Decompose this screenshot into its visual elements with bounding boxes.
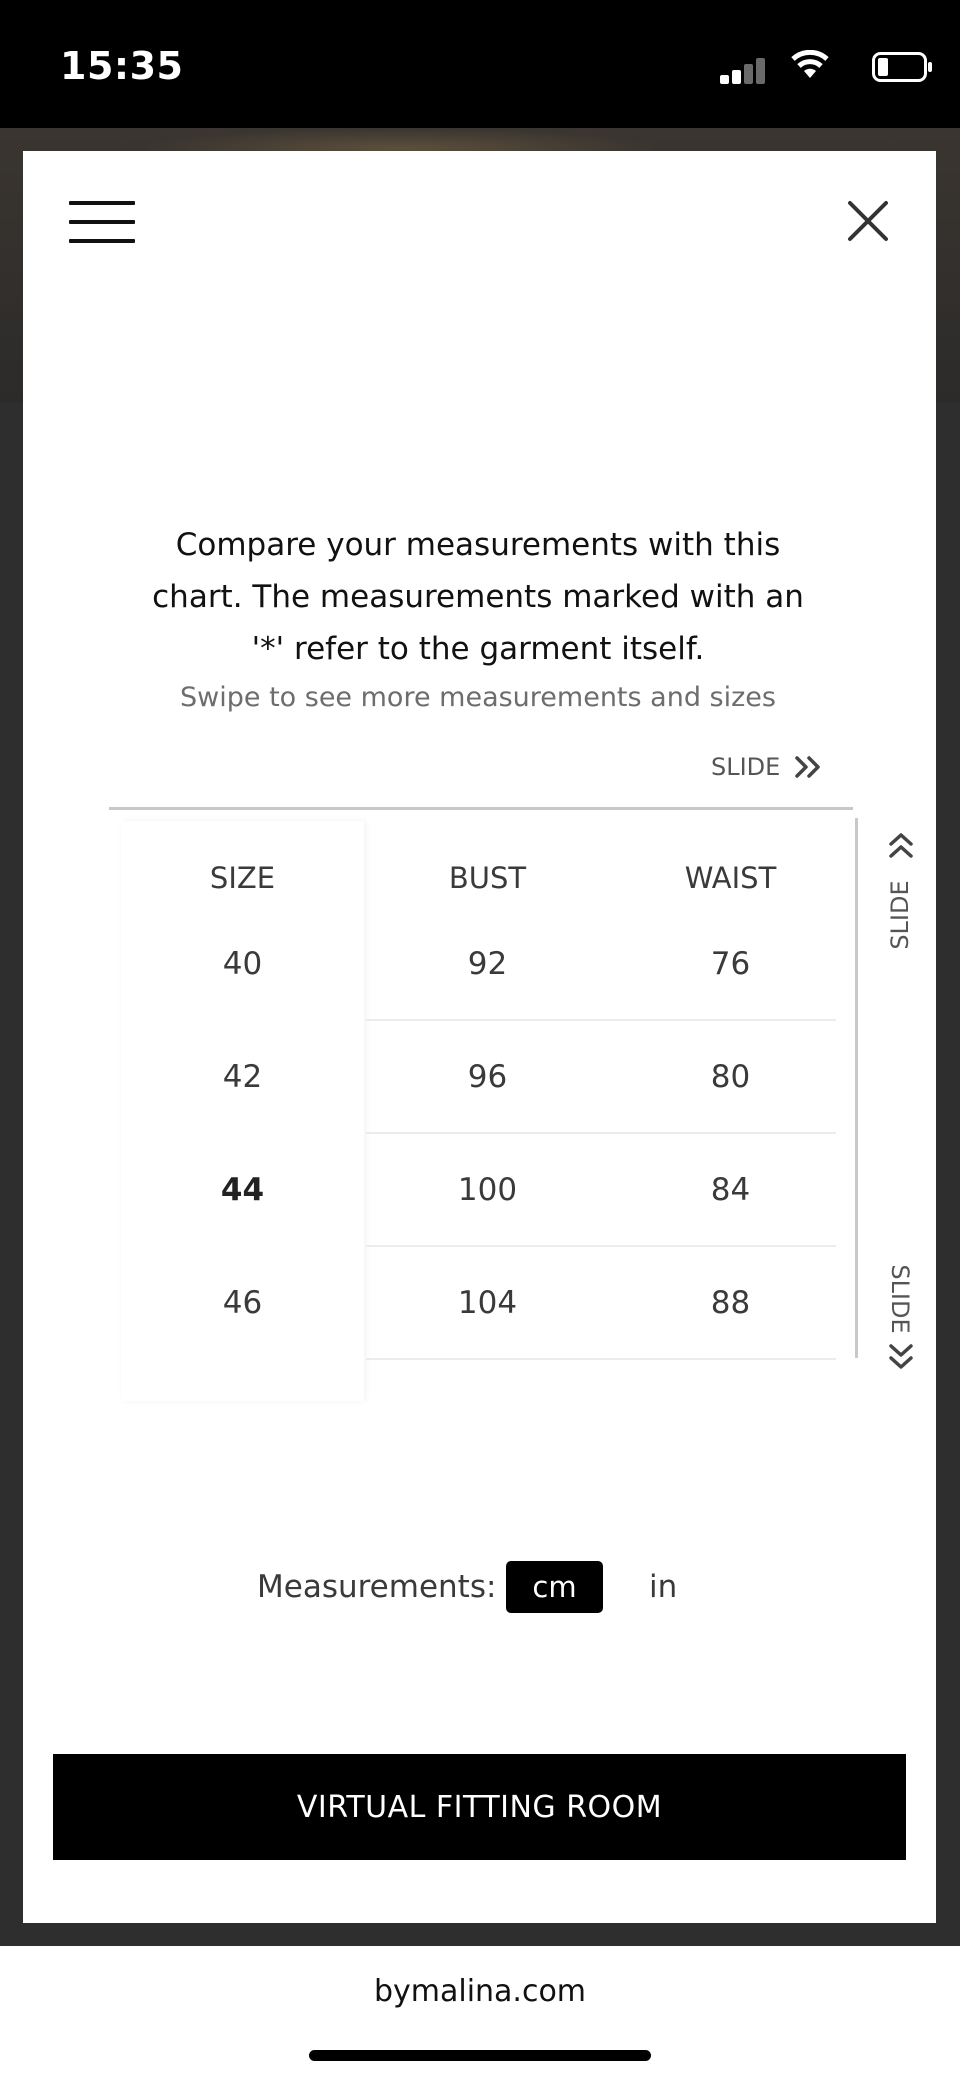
unit-in-button[interactable]: in: [649, 1569, 678, 1605]
table-cell-bust: 100: [457, 1172, 518, 1208]
column-header-size: SIZE: [209, 861, 276, 895]
table-top-border: [109, 807, 853, 810]
table-cell-bust: 96: [467, 1059, 508, 1095]
slide-label: SLIDE: [886, 1264, 914, 1334]
table-cell-waist: 76: [710, 946, 751, 982]
browser-bottom-bar: [0, 1946, 960, 2079]
double-chevron-right-icon: [794, 755, 822, 779]
url-domain[interactable]: bymalina.com: [373, 1974, 587, 2009]
table-cell-waist: 88: [710, 1285, 751, 1321]
signal-icon: [720, 50, 764, 84]
table-cell-size: 40: [222, 946, 263, 982]
slide-right-control[interactable]: [711, 747, 822, 787]
row-divider: [366, 1132, 836, 1134]
slide-label: SLIDE: [711, 753, 781, 781]
table-cell-size: 42: [222, 1059, 263, 1095]
slide-up-control[interactable]: [883, 831, 919, 961]
unit-cm-button[interactable]: cm: [506, 1561, 603, 1613]
status-bar: [0, 0, 960, 128]
table-cell-waist: 84: [710, 1172, 751, 1208]
virtual-fitting-room-button[interactable]: VIRTUAL FITTING ROOM: [53, 1754, 906, 1860]
status-time: 15:35: [60, 44, 184, 88]
measurement-unit-toggle: [23, 1561, 936, 1621]
unit-label: Measurements:: [257, 1569, 497, 1605]
menu-icon[interactable]: [69, 201, 135, 243]
size-guide-intro: Compare your measurements with this chart. The measurements marked with an '*' refer to the garment itself.: [152, 527, 804, 667]
table-cell-bust: 104: [457, 1285, 518, 1321]
table-scroll-track: [855, 818, 858, 1358]
column-header-bust: BUST: [448, 861, 527, 895]
double-chevron-down-icon: [887, 1343, 915, 1371]
row-divider: [366, 1245, 836, 1247]
table-cell-size: 46: [222, 1285, 263, 1321]
column-header-waist: WAIST: [684, 861, 777, 895]
row-divider: [366, 1019, 836, 1021]
wifi-icon: [790, 50, 830, 80]
battery-icon: [872, 52, 934, 82]
table-cell-bust: 92: [467, 946, 508, 982]
table-cell-size: 44: [220, 1172, 265, 1208]
table-cell-waist: 80: [710, 1059, 751, 1095]
size-guide-modal: [23, 151, 936, 1923]
double-chevron-up-icon: [887, 831, 915, 859]
swipe-hint: Swipe to see more measurements and sizes: [180, 682, 776, 713]
row-divider: [366, 1358, 836, 1360]
close-icon[interactable]: [844, 197, 892, 245]
slide-down-control[interactable]: [883, 1247, 919, 1377]
slide-label: SLIDE: [886, 880, 914, 950]
home-indicator[interactable]: [309, 2050, 651, 2061]
